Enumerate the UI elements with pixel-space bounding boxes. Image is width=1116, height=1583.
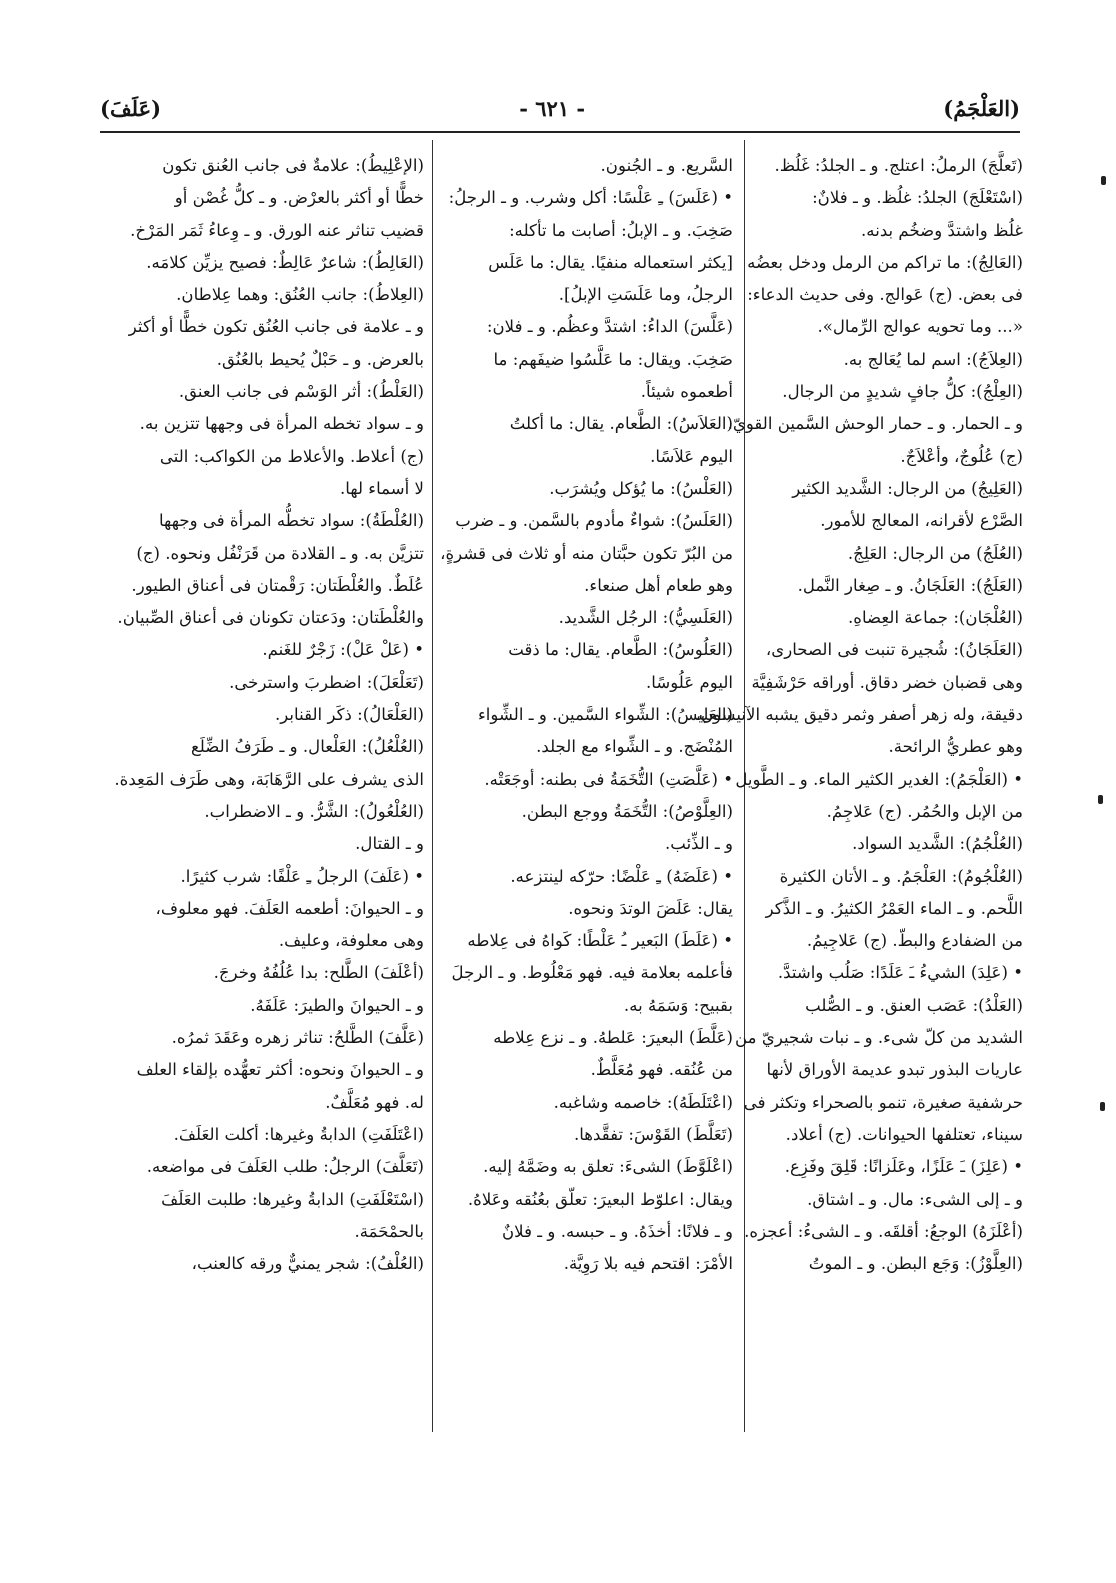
entry-line: (العِلَّوْزُ): وَجَع البطن. و ـ الموتُ <box>808 1254 1023 1274</box>
entry-line: من الإبل والحُمُر. (ج) عَلاجِمُ. <box>826 801 1023 821</box>
entry-line: • (عَلِزَ) ـَ عَلَزًا، وعَلَزانًا: قَلِقَ وفَزِع. <box>784 1157 1023 1177</box>
column-separator-left <box>432 140 433 1432</box>
entry-line: الذى يشرف على الرَّهَابَة، وهى طَرَف المَعِدة. <box>114 769 424 789</box>
entry-line: (العَلاَسُ): الطَّعام. يقال: ما أكلتُ <box>509 414 733 434</box>
entry-line: المُنْضَج. و ـ الشِّواء مع الجلد. <box>536 737 733 757</box>
scan-mark <box>1098 795 1103 804</box>
entry-line: وهى معلوفة، وعليف. <box>278 931 424 951</box>
entry-line: (عَلَّطَ) البعيرَ: عَلطهُ. و ـ نزع عِلاطه <box>493 1028 733 1048</box>
entry-line: (اعْلَوَّطَ) الشىءَ: تعلق به وضَمَّهُ إليه. <box>483 1157 733 1177</box>
header-left-entry: (عَلَفَ) <box>100 95 162 121</box>
entry-line: (أعْلَزَهُ) الوجعُ: أقلقَه. و ـ الشىءُ: أعجزه. <box>744 1221 1023 1241</box>
scan-mark <box>1100 1102 1105 1111</box>
entry-line: (العُلْجُومُ): العَلْجَمُ. و ـ الأتان الكثيرة <box>779 866 1023 886</box>
entry-line: (العَالِطُ): شاعرٌ عَالِطٌ: فصيح يزيِّن كلامَه. <box>146 252 424 272</box>
entry-line: (العُلْطَةُ): سواد تخطُّه المرأة فى وجهها <box>158 511 424 531</box>
entry-line: وهو عطريُّ الرائحة. <box>888 737 1023 757</box>
entry-line: من الضفادع والبطّ. (ج) عَلاجِيمُ. <box>806 931 1023 951</box>
entry-line: (العَلَسِيُّ): الرجُل الشَّديد. <box>558 608 733 628</box>
page-number: - ٦٢١ - <box>519 95 586 121</box>
entry-line: [يكثر استعماله منفيًا. يقال: ما عَلَس <box>488 252 733 272</box>
entry-line: (العُلْفُ): شجر يمنيٌّ ورقه كالعنب، <box>191 1254 424 1274</box>
entry-line: (ج) أعلاط. والأعلاط من الكواكب: التى <box>159 446 424 466</box>
entry-line: بقبيح: وَسَمَهُ به. <box>623 995 733 1015</box>
entry-line: «... وما تحويه عوالج الرِّمال». <box>817 317 1023 337</box>
entry-line: من عُنُقه. فهو مُعَلَّطٌ. <box>590 1060 733 1080</box>
entry-line: (العُلْعُلُ): العَلْعال. و ـ طَرَفُ الضِّلَع <box>190 737 424 757</box>
entry-line: صَخِبَ. و ـ الإبلُ: أصابت ما تأكله: <box>509 220 733 240</box>
entry-line: (العَلُوسُ): الطَّعام. يقال: ما ذقت <box>508 640 733 660</box>
entry-line: (العَلِيسُ): الشِّواء السَّمين. و ـ الشِّواء <box>478 705 733 725</box>
entry-line: (العُلَجُ) من الرجال: العَلِجُ. <box>847 543 1023 563</box>
entry-line: (ج) عُلُوجٌ، وأعْلاَجٌ. <box>900 446 1023 466</box>
entry-line: و ـ إلى الشىء: مال. و ـ اشتاق. <box>807 1189 1023 1209</box>
entry-line: (العَلْطُ): أثر الوَسْم فى جانب العنق. <box>178 382 424 402</box>
entry-line: (تَعلَّجَ) الرملُ: اعتلج. و ـ الجلدُ: غَلُظ. <box>774 156 1023 175</box>
entry-line: • (عَلَطَ) البَعير ـُ عَلْطًا: كَواهُ فى عِلاطه <box>467 931 733 951</box>
entry-line: • (العَلْجَمُ): الغدير الكثير الماء. و ـ الطَّويل <box>735 769 1023 789</box>
entry-line: (تَعَلَّطَ) القَوْسَ: تفقَّدها. <box>573 1124 733 1144</box>
entry-line: دقيقة، وله زهر أصفر وثمر دقيق يشبه الآنيسون، <box>695 705 1023 725</box>
entry-line: (عَلَّفَ) الطَّلحُ: تناثر زهره وعَقَدَ ثمرُه. <box>171 1028 424 1048</box>
entry-line: و ـ الحيوانَ ونحوه: أكثر تعهُّده بإلقاء العلف <box>136 1060 424 1080</box>
entry-line: (العُلْجُمُ): الشَّديد السواد. <box>852 834 1023 854</box>
entry-line: (عَلَّسَ) الداءُ: اشتدَّ وعظُم. و ـ فلان: <box>486 317 733 337</box>
entry-line: غلُظ واشتدَّ وضخُم بدنه. <box>861 220 1023 240</box>
entry-line: (العُلْعُولُ): الشَّرُّ. و ـ الاضطراب. <box>204 801 424 821</box>
entry-line: (العَلِيجُ) من الرجال: الشَّديد الكثير <box>792 478 1023 498</box>
entry-line: قضيب تناثر عنه الورق. و ـ وِعاءُ ثَمَر المَرْخ. <box>130 220 424 240</box>
entry-line: • (عَلَضَهُ) ـِ عَلْضًا: حرّكه لينتزعه. <box>510 866 733 886</box>
entry-line: و ـ الذِّئب. <box>665 834 733 854</box>
entry-line: يقال: عَلَضَ الوتدَ ونحوه. <box>568 898 733 918</box>
entry-line: ويقال: اعلوّط البعيرَ: تعلّق بعُنُقه وعَلاهُ. <box>467 1189 733 1209</box>
entry-line: (العَالِجُ): ما تراكم من الرمل ودخل بعضُه <box>747 252 1023 272</box>
entry-line: السَّريع. و ـ الجُنون. <box>600 156 733 175</box>
entry-line: • (عَلِدَ) الشيءُ ـَ عَلَدًا: صَلُب واشتدَّ. <box>777 963 1023 983</box>
entry-line: (العَلَسُ): شواءٌ مأدوم بالسَّمن. و ـ ضرب <box>455 511 733 531</box>
entry-line: خطًّا أو أكثر بالعرْض. و ـ كلُّ غُصْن أو <box>174 188 424 208</box>
entry-line: عاريات البذور تبدو عديمة الأوراق لأنها <box>766 1060 1023 1080</box>
entry-line: أطعموه شيئاً. <box>640 382 733 402</box>
scan-mark <box>1101 176 1106 185</box>
entry-line: (العِلْجُ): كلُّ جافٍ شديدٍ من الرجال. <box>782 382 1023 402</box>
entry-line: (العُلْجَان): جماعة العِضاهِ. <box>848 608 1023 628</box>
entry-line: (اسْتَعْلَجَ) الجلدُ: غلُظ. و ـ فلانٌ: <box>812 188 1023 208</box>
header-rule <box>100 131 1020 133</box>
entry-line: تتزيَّن به. و ـ القلادة من قَرَنْفُل ونحوه. (ج) <box>136 543 424 563</box>
entry-line: (اعْتَلَطَهُ): خاصمه وشاغبه. <box>553 1092 733 1112</box>
header-right-entry: (العَلْجَمُ) <box>943 95 1020 121</box>
entry-line: (العِلاطُ): جانب العُنُق: وهما عِلاطان. <box>176 285 424 305</box>
entry-line: و ـ الحمار. و ـ حمار الوحش السَّمين القويّ. <box>727 414 1023 434</box>
entry-line: الشديد من كلّ شىء. و ـ نبات شجيريّ من <box>735 1028 1023 1048</box>
entry-line: • (عَلَفَ) الرجلُ ـِ عَلْفًا: شرب كثيرًا. <box>180 866 424 886</box>
entry-line: اليوم عَلُوسًا. <box>646 672 733 692</box>
page-header <box>100 92 1020 124</box>
entry-line: (العَلَجُ): العَلَجَانُ. و ـ صِغار النَّمل. <box>797 575 1023 595</box>
entry-line: وهى قضبان خضر دقاق. أوراقه حَرْشَفِيَّة <box>751 672 1023 692</box>
entry-line: • (عَلَّصَتِ) التُّخَمَةُ فى بطنه: أوجَعَتْه. <box>484 769 733 789</box>
entry-line: حرشفية صغيرة، تنمو بالصحراء وتكثر فى <box>743 1092 1023 1112</box>
entry-line: بالحمْحَمَة. <box>354 1221 424 1241</box>
entry-line: (العَلَجَانُ): شُجيرة تنبت فى الصحارى، <box>765 640 1023 660</box>
entry-line: • (عَلْ عَلْ): زَجْرٌ للغَنم. <box>262 640 424 660</box>
entry-line: (العِلاَجُ): اسم لما يُعَالج به. <box>843 349 1023 369</box>
entry-line: اليوم عَلاَسًا. <box>650 446 733 466</box>
entry-line: (العَلْسُ): ما يُؤكل ويُشرَب. <box>549 478 733 498</box>
entry-line: (أعْلَفَ) الطَّلح: بدا عُلُفُهُ وخرجَ. <box>213 963 424 983</box>
entry-line: سيناء، تعتلفها الحيوانات. (ج) أعلاد. <box>785 1124 1023 1144</box>
entry-line: (اعْتَلَفَتِ) الدابةُ وغيرها: أكلت العَلَفَ. <box>173 1124 424 1144</box>
entry-line: و ـ القتال. <box>355 834 424 854</box>
column-middle <box>440 150 733 1420</box>
entry-line: (تَعَلَّفَ) الرجلُ: طلب العَلَفَ فى مواضعه. <box>146 1157 424 1177</box>
entry-line: (تَعَلْعَلَ): اضطربَ واسترخى. <box>229 672 424 692</box>
entry-line: اللَّحم. و ـ الماء العَمْرُ الكثيرُ. و ـ الذَّكر <box>765 898 1023 918</box>
column-left <box>110 150 424 1420</box>
entry-line: و ـ فلانًا: أخذَهُ. و ـ حبسه. و ـ فلانٌ <box>502 1221 733 1241</box>
entry-line: و ـ الحيوانَ: أطعمه العَلَفَ. فهو معلوف، <box>155 898 424 918</box>
entry-line: الرجلُ، وما عَلَسَتِ الإبلُ]. <box>558 285 733 305</box>
entry-line: و ـ الحيوانَ والطيرَ: عَلَفَهُ. <box>250 995 424 1015</box>
entry-line: (اسْتَعْلَفَتِ) الدابةُ وغيرها: طلبت العَلَفَ <box>161 1189 424 1209</box>
entry-line: و ـ سواد تخطه المرأة فى وجهها تتزين به. <box>139 414 424 434</box>
entry-line: صَخِبَ. ويقال: ما عَلَّسُوا ضيفَهم: ما <box>493 349 733 369</box>
entry-line: الصَّرْع لأقرانه، المعالج للأمور. <box>820 511 1023 531</box>
entry-line: (الإعْلِيطُ): علامةٌ فى جانب العُنق تكون <box>162 156 424 175</box>
entry-line: لا أسماء لها. <box>339 478 424 498</box>
entry-line: بالعرض. و ـ حَبْلٌ يُحيط بالعُنُق. <box>216 349 424 369</box>
entry-line: عُلَطٌ. والعُلْطَتان: رَقْمتان فى أعناق الطيور. <box>131 575 424 595</box>
entry-line: (العِلَّوْصُ): التُّخَمَةُ ووجع البطن. <box>521 801 733 821</box>
entry-line: (العَلْدُ): عَصَب العنق. و ـ الصُّلب <box>805 995 1023 1015</box>
entry-line: وهو طعام أهل صنعاء. <box>584 575 733 595</box>
entry-line: فى بعض. (ج) عَوالج. وفى حديث الدعاء: <box>747 285 1023 305</box>
entry-line: من البُرّ تكون حبَّتان منه أو ثلاث فى قشرةٍ، <box>440 543 733 563</box>
entry-line: • (عَلَسَ) ـِ عَلْسًا: أكل وشرب. و ـ الرجلُ: <box>448 188 733 208</box>
entry-line: و ـ علامة فى جانب العُنُق تكون خطًّا أو أكثر <box>128 317 424 337</box>
entry-line: له. فهو مُعَلَّفٌ. <box>325 1092 424 1112</box>
entry-line: الأمْرَ: اقتحم فيه بلا رَوِيَّة. <box>563 1254 733 1274</box>
entry-line: فأعلمه بعلامة فيه. فهو مَعْلُوط. و ـ الرجلَ <box>451 963 733 983</box>
entry-line: والعُلْطَتان: ودَعتان تكونان فى أعناق الصِّبيان. <box>117 608 424 628</box>
entry-line: (العَلْعَالُ): ذكَر القنابر. <box>275 705 424 725</box>
